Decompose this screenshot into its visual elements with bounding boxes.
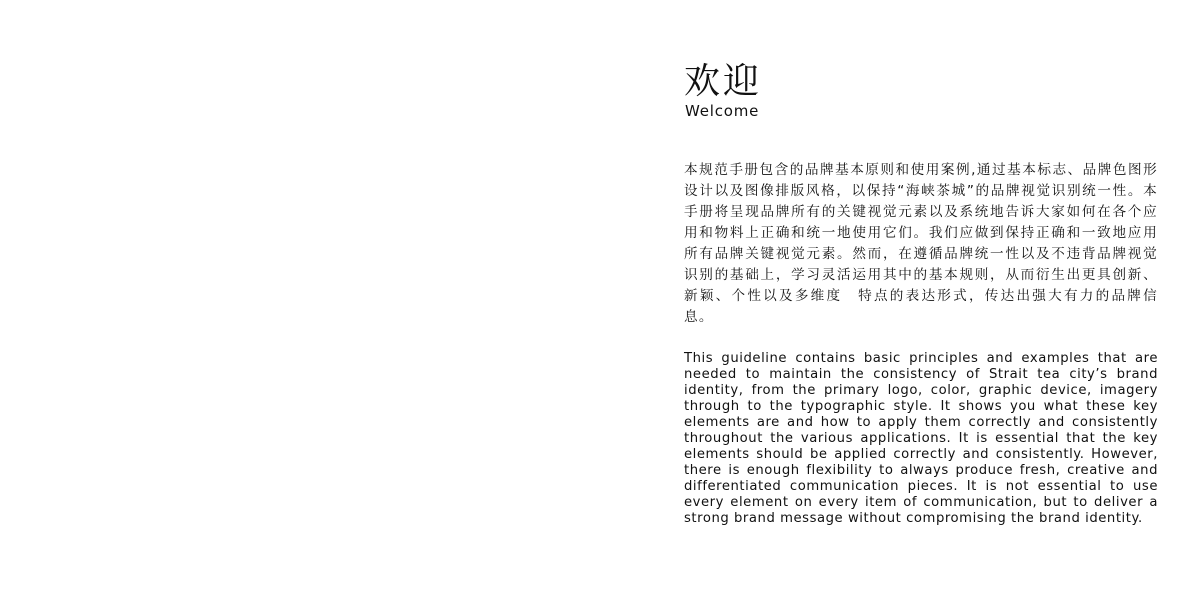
page-title-chinese: 欢迎 (684, 61, 763, 102)
welcome-section (684, 60, 1158, 527)
intro-paragraph-english: This guideline contains basic principles and examples that are needed to maintain the consistency of Strait tea city’s brand identity, from the primary logo, color, graphic device, imagery through to the typographic style. It shows you what these key elements are and how to apply them correctly and consistently throughout the various applications. It is essential that the key elements should be applied correctly and consistently. However, there is enough flexibility to always produce fresh, creative and differentiated communication pieces. It is not essential to use every element on every item of communication, but to deliver a strong brand message without compromising the brand identity. (684, 351, 1158, 526)
intro-paragraph-chinese: 本规范手册包含的品牌基本原则和使用案例,通过基本标志、品牌色图形设计以及图像排版风格，以保持“海峡茶城”的品牌视觉识别统一性。本手册将呈现品牌所有的关键视觉元素以及系统地告诉大家如何在各个应用和物料上正确和统一地使用它们。我们应做到保持正确和一致地应用所有品牌关键视觉元素。然而，在遵循品牌统一性以及不违背品牌视觉识别的基础上，学习灵活运用其中的基本规则，从而衍生出更具创新、新颖、个性以及多维度 特点的表达形式，传达出强大有力的品牌信息。 (684, 162, 1158, 325)
page-title-english: Welcome (685, 102, 760, 120)
